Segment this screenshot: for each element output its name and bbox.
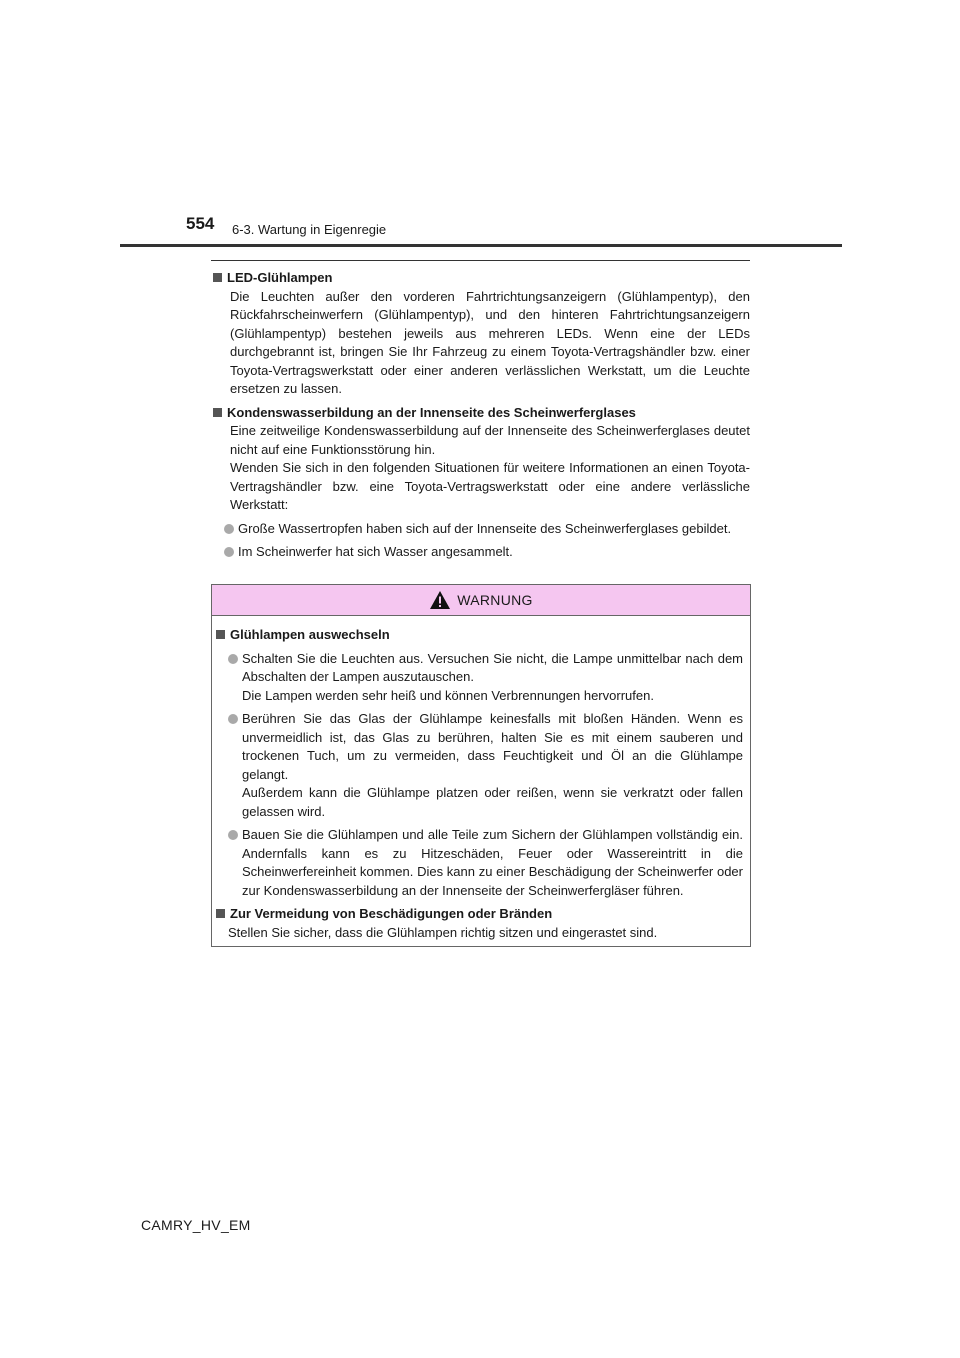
list-item: Im Scheinwerfer hat sich Wasser angesammelt.: [222, 543, 750, 562]
section-heading: LED-Glühlampen: [211, 269, 750, 288]
square-bullet-icon: [213, 273, 222, 282]
round-bullet-icon: [228, 830, 238, 840]
warning-triangle-icon: [429, 590, 451, 610]
warning-section-replace-bulbs: [212, 626, 750, 900]
section-title: 6-3. Wartung in Eigenregie: [232, 222, 387, 237]
content-divider: [211, 260, 750, 261]
main-content: [211, 269, 750, 567]
list-item: Bauen Sie die Glühlampen und alle Teile zum Sichern der Glühlampen vollständig ein. Andernfalls kann es zu Hitzeschäden, Feuer oder Wassereintritt in die Scheinwerfereinheit kommen. Dies kann zu einer Beschädigung der Scheinwerfer oder zur Kondenswasserbildung an der Innenseite der Scheinwerfergläser führen.: [226, 826, 743, 900]
square-bullet-icon: [213, 408, 222, 417]
list-item: Berühren Sie das Glas der Glühlampe keinesfalls mit bloßen Händen. Wenn es unvermeidlich ist, das Glas zu berühren, halten Sie es mit einem sauberen und trockenen Tuch, um zu vermeiden, dass Feuchtigkeit und Öl an die Glühlampe gelangt. Außerdem kann die Glühlampe platzen oder reißen, wenn sie verkratzt oder fallen gelassen wird.: [226, 710, 743, 821]
list-item: Große Wassertropfen haben sich auf der Innenseite des Scheinwerferglases gebildet.: [222, 520, 750, 539]
warning-title: WARNUNG: [457, 592, 533, 608]
header-divider: [120, 244, 842, 247]
section-text: Die Leuchten außer den vorderen Fahrtrichtungsanzeigern (Glühlampentyp), den Rückfahrscheinwerfern (Glühlampentyp), und den hinteren Fahrtrichtungsanzeigern (Glühlampentyp) bestehen jeweils aus mehreren LEDs. Wenn eine der LEDs durchgebrannt ist, bringen Sie Ihr Fahrzeug zu einem Toyota-Vertragshändler bzw. einer Toyota-Vertragswerkstatt oder einer anderen verlässlichen Werkstatt, um die Leuchte ersetzen zu lassen.: [230, 288, 750, 396]
section-heading: Glühlampen auswechseln: [214, 626, 750, 645]
section-condensation: [211, 404, 750, 562]
round-bullet-icon: [228, 714, 238, 724]
section-text: Wenden Sie sich in den folgenden Situationen für weitere Informationen an einen Toyota-Vertragshändler bzw. eine Toyota-Vertragswerkstatt oder eine andere verlässliche Werkstatt:: [230, 460, 750, 512]
warning-box: [211, 584, 751, 947]
round-bullet-icon: [224, 547, 234, 557]
section-heading: Zur Vermeidung von Beschädigungen oder Bränden: [214, 905, 750, 924]
section-heading: Kondenswasserbildung an der Innenseite des Scheinwerferglases: [211, 404, 750, 423]
page-number: 554: [186, 214, 215, 233]
section-text: Eine zeitweilige Kondenswasserbildung auf der Innenseite des Scheinwerferglases deutet nicht auf eine Funktionsstörung hin.: [230, 423, 750, 457]
section-led-bulbs: [211, 269, 750, 399]
round-bullet-icon: [224, 524, 234, 534]
warning-body: [212, 626, 750, 947]
document-code: CAMRY_HV_EM: [141, 1217, 251, 1233]
round-bullet-icon: [228, 654, 238, 664]
warning-header: [212, 585, 750, 616]
list-item: Schalten Sie die Leuchten aus. Versuchen Sie nicht, die Lampe unmittelbar nach dem Abschalten der Lampen auszutauschen. Die Lampen werden sehr heiß und können Verbrennungen hervorrufen.: [226, 650, 743, 706]
square-bullet-icon: [216, 630, 225, 639]
square-bullet-icon: [216, 909, 225, 918]
section-text: Stellen Sie sicher, dass die Glühlampen richtig sitzen und eingerastet sind.: [228, 924, 658, 940]
warning-section-avoid-damage: [212, 905, 750, 942]
